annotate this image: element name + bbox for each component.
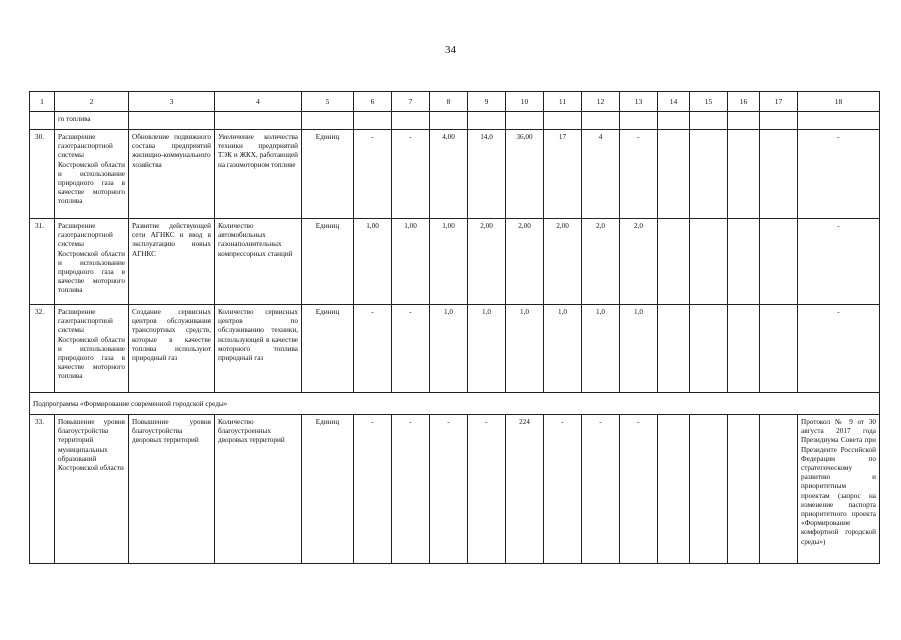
value-cell: -	[392, 305, 430, 393]
value-cell: -	[468, 415, 506, 564]
value-cell: 4,00	[430, 130, 468, 219]
goal-name: Расширение газотранспортной системы Костромской области и использование природного газа в качестве моторного топлива	[55, 305, 129, 393]
value-cell	[690, 305, 728, 393]
value-cell	[728, 305, 760, 393]
value-cell: 1,0	[620, 305, 658, 393]
value-cell	[690, 219, 728, 305]
subprogram-row	[30, 393, 880, 415]
value-cell: 1,00	[392, 219, 430, 305]
row-number: 30.	[30, 130, 55, 219]
indicator-name: Количество сервисных центров по обслуживанию техники, использующей в качестве моторного топлива природный газ	[215, 305, 302, 393]
continuation-text: го топлива	[55, 112, 129, 130]
goal-name: Расширение газотранспортной системы Костромской области и использование природного газа в качестве моторного топлива	[55, 130, 129, 219]
value-cell: -	[354, 130, 392, 219]
header-cell: 13	[620, 92, 658, 112]
value-cell: -	[620, 415, 658, 564]
page-number: 34	[445, 44, 456, 56]
value-cell	[658, 130, 690, 219]
header-cell: 17	[760, 92, 798, 112]
header-cell: 18	[798, 92, 880, 112]
value-cell: 17	[544, 130, 582, 219]
header-cell: 15	[690, 92, 728, 112]
table-row	[30, 219, 880, 305]
value-cell: 1,0	[544, 305, 582, 393]
value-cell: 36,00	[506, 130, 544, 219]
indicators-table	[29, 91, 880, 564]
indicator-name: Количество автомобильных газонаполнительных компрессорных станций	[215, 219, 302, 305]
measure-name: Развитие действующей сети АГНКС и ввод в эксплуатацию новых АГНКС	[129, 219, 215, 305]
header-cell: 6	[354, 92, 392, 112]
header-cell: 14	[658, 92, 690, 112]
goal-name: Расширение газотранспортной системы Костромской области и использование природного газа в качестве моторного топлива	[55, 219, 129, 305]
note-cell: -	[798, 219, 880, 305]
value-cell	[728, 219, 760, 305]
unit: Единиц	[302, 130, 354, 219]
unit: Единиц	[302, 219, 354, 305]
header-cell: 8	[430, 92, 468, 112]
header-cell: 12	[582, 92, 620, 112]
header-cell: 1	[30, 92, 55, 112]
header-cell: 2	[55, 92, 129, 112]
value-cell: -	[354, 305, 392, 393]
unit: Единиц	[302, 415, 354, 564]
continuation-row	[30, 112, 880, 130]
value-cell	[728, 415, 760, 564]
value-cell: 224	[506, 415, 544, 564]
header-cell: 7	[392, 92, 430, 112]
value-cell: 1,00	[354, 219, 392, 305]
header-cell: 10	[506, 92, 544, 112]
table-row	[30, 305, 880, 393]
value-cell	[728, 130, 760, 219]
value-cell	[760, 219, 798, 305]
value-cell: -	[620, 130, 658, 219]
indicator-name: Увеличение количества техники предприятий ТЭК и ЖКХ, работающей на газомоторном топливе	[215, 130, 302, 219]
value-cell	[658, 219, 690, 305]
value-cell	[690, 415, 728, 564]
header-cell: 11	[544, 92, 582, 112]
value-cell	[760, 415, 798, 564]
indicator-name: Количество благоустроенных дворовых территорий	[215, 415, 302, 564]
value-cell: 2,00	[544, 219, 582, 305]
table-row	[30, 130, 880, 219]
note-cell: Протокол № 9 от 30 августа 2017 года Президиума Совета при Президенте Российской Федерации по стратегическому развитию и приоритетным проектам (запрос на изменение паспорта приоритетного проекта «Формирование комфортной городской среды»)	[798, 415, 880, 564]
value-cell: 2,00	[506, 219, 544, 305]
measure-name: Повышение уровня благоустройства дворовых территорий	[129, 415, 215, 564]
header-cell: 5	[302, 92, 354, 112]
measure-name: Создание сервисных центров обслуживания транспортных средств, которые в качестве топлива используют природный газ	[129, 305, 215, 393]
value-cell: 1,0	[430, 305, 468, 393]
row-number: 31.	[30, 219, 55, 305]
header-cell: 16	[728, 92, 760, 112]
note-cell: -	[798, 305, 880, 393]
value-cell: -	[544, 415, 582, 564]
value-cell: -	[582, 415, 620, 564]
value-cell: 1,0	[506, 305, 544, 393]
value-cell	[658, 415, 690, 564]
value-cell	[760, 305, 798, 393]
note-cell: -	[798, 130, 880, 219]
value-cell	[690, 130, 728, 219]
value-cell: 1,00	[430, 219, 468, 305]
header-row	[30, 92, 880, 112]
value-cell: -	[354, 415, 392, 564]
value-cell	[760, 130, 798, 219]
value-cell	[658, 305, 690, 393]
header-cell: 3	[129, 92, 215, 112]
row-number: 32.	[30, 305, 55, 393]
value-cell: 1,0	[582, 305, 620, 393]
goal-name: Повышение уровня благоустройства территорий муниципальных образований Костромской области	[55, 415, 129, 564]
value-cell: 4	[582, 130, 620, 219]
measure-name: Обновление подвижного состава предприятий жилищно-коммунального хозяйства	[129, 130, 215, 219]
value-cell: 2,0	[620, 219, 658, 305]
unit: Единиц	[302, 305, 354, 393]
value-cell: -	[392, 130, 430, 219]
row-number: 33.	[30, 415, 55, 564]
table-row	[30, 415, 880, 564]
value-cell: 2,0	[582, 219, 620, 305]
value-cell: -	[430, 415, 468, 564]
value-cell: -	[392, 415, 430, 564]
header-cell: 9	[468, 92, 506, 112]
subprogram-title: Подпрограмма «Формирование современной городской среды»	[30, 393, 880, 415]
header-cell: 4	[215, 92, 302, 112]
value-cell: 2,00	[468, 219, 506, 305]
value-cell: 1,0	[468, 305, 506, 393]
value-cell: 14,0	[468, 130, 506, 219]
